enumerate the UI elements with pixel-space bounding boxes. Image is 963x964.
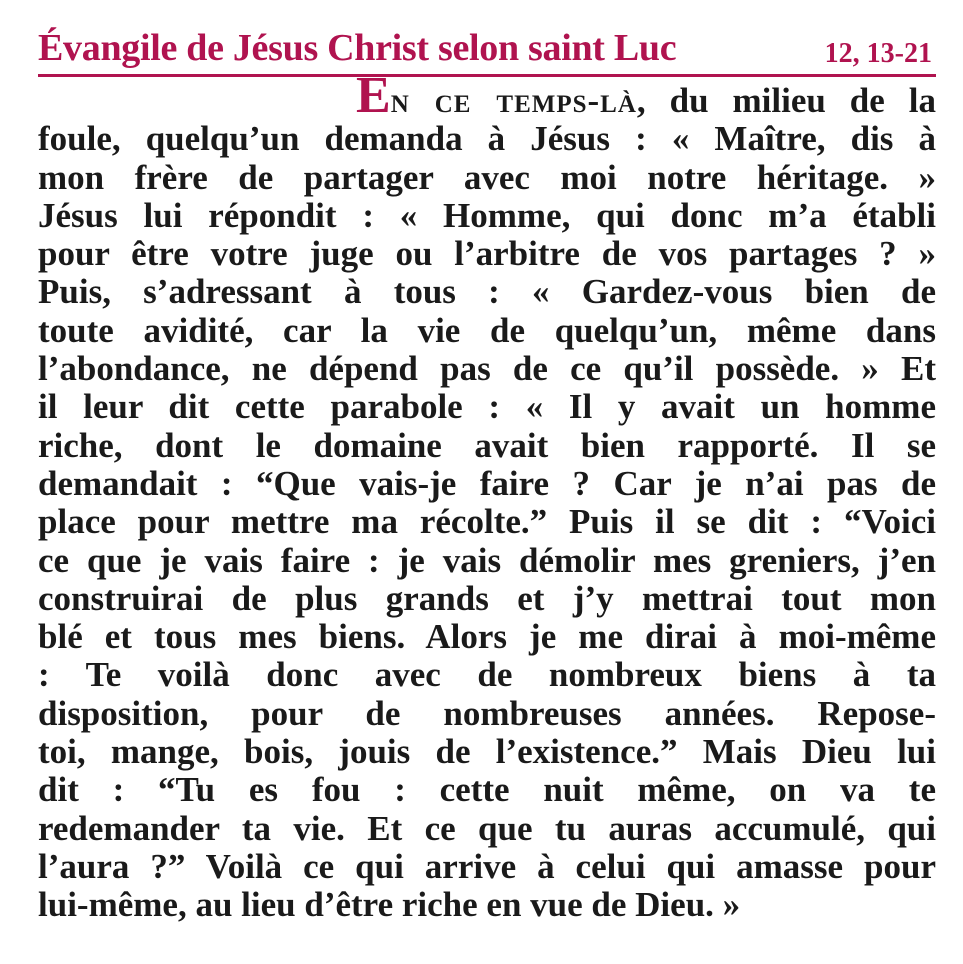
text-line-1-rest: , du milieu de la (636, 81, 936, 120)
text-line-14: construirai de plus grands et j’y mettrai tout mon (38, 578, 936, 618)
gospel-title: Évangile de Jésus Christ selon saint Luc (38, 27, 677, 69)
text-line-1 (38, 67, 936, 124)
text-line-22: lui-même, au lieu d’être riche en vue de Dieu. » (38, 885, 741, 925)
text-line-18: toi, mange, bois, jouis de l’existence.” Mais Dieu lui (38, 732, 936, 772)
text-line-4: Jésus lui répondit : « Homme, qui donc m’a établi (38, 195, 936, 235)
text-line-20: redemander ta vie. Et ce que tu auras accumulé, qui (38, 808, 936, 848)
text-line-2: foule, quelqu’un demanda à Jésus : « Maître, dis à (38, 119, 936, 159)
text-line-8: l’abondance, ne dépend pas de ce qu’il possède. » Et (38, 349, 936, 389)
drop-cap: E (356, 67, 391, 124)
text-line-21: l’aura ?” Voilà ce qui arrive à celui qui amasse pour (38, 846, 936, 886)
text-line-17: disposition, pour de nombreuses années. Repose- (38, 693, 936, 733)
text-line-16: : Te voilà donc avec de nombreux biens à ta (38, 655, 936, 695)
next-page-fragment (38, 955, 518, 964)
text-line-9: il leur dit cette parabole : « Il y avait un homme (38, 387, 936, 427)
text-line-5: pour être votre juge ou l’arbitre de vos partages ? » (38, 234, 936, 274)
text-line-12: place pour mettre ma récolte.” Puis il se dit : “Voici (38, 502, 936, 542)
gospel-header (38, 26, 936, 77)
scripture-reference: 12, 13-21 (824, 38, 932, 69)
gospel-text (38, 67, 936, 925)
text-line-19: dit : “Tu es fou : cette nuit même, on va te (38, 770, 936, 810)
text-line-10: riche, dont le domaine avait bien rapporté. Il se (38, 425, 936, 465)
text-line-3: mon frère de partager avec moi notre héritage. » (38, 157, 936, 197)
gospel-page (38, 26, 936, 925)
text-line-7: toute avidité, car la vie de quelqu’un, même dans (38, 310, 936, 350)
opening-smallcaps: n ce temps-là (390, 81, 637, 120)
text-line-6: Puis, s’adressant à tous : « Gardez-vous bien de (38, 272, 936, 312)
text-line-11: demandait : “Que vais-je faire ? Car je n’ai pas de (38, 463, 936, 503)
text-line-13: ce que je vais faire : je vais démolir mes greniers, j’en (38, 540, 936, 580)
text-line-15: blé et tous mes biens. Alors je me dirai à moi-même (38, 617, 936, 657)
